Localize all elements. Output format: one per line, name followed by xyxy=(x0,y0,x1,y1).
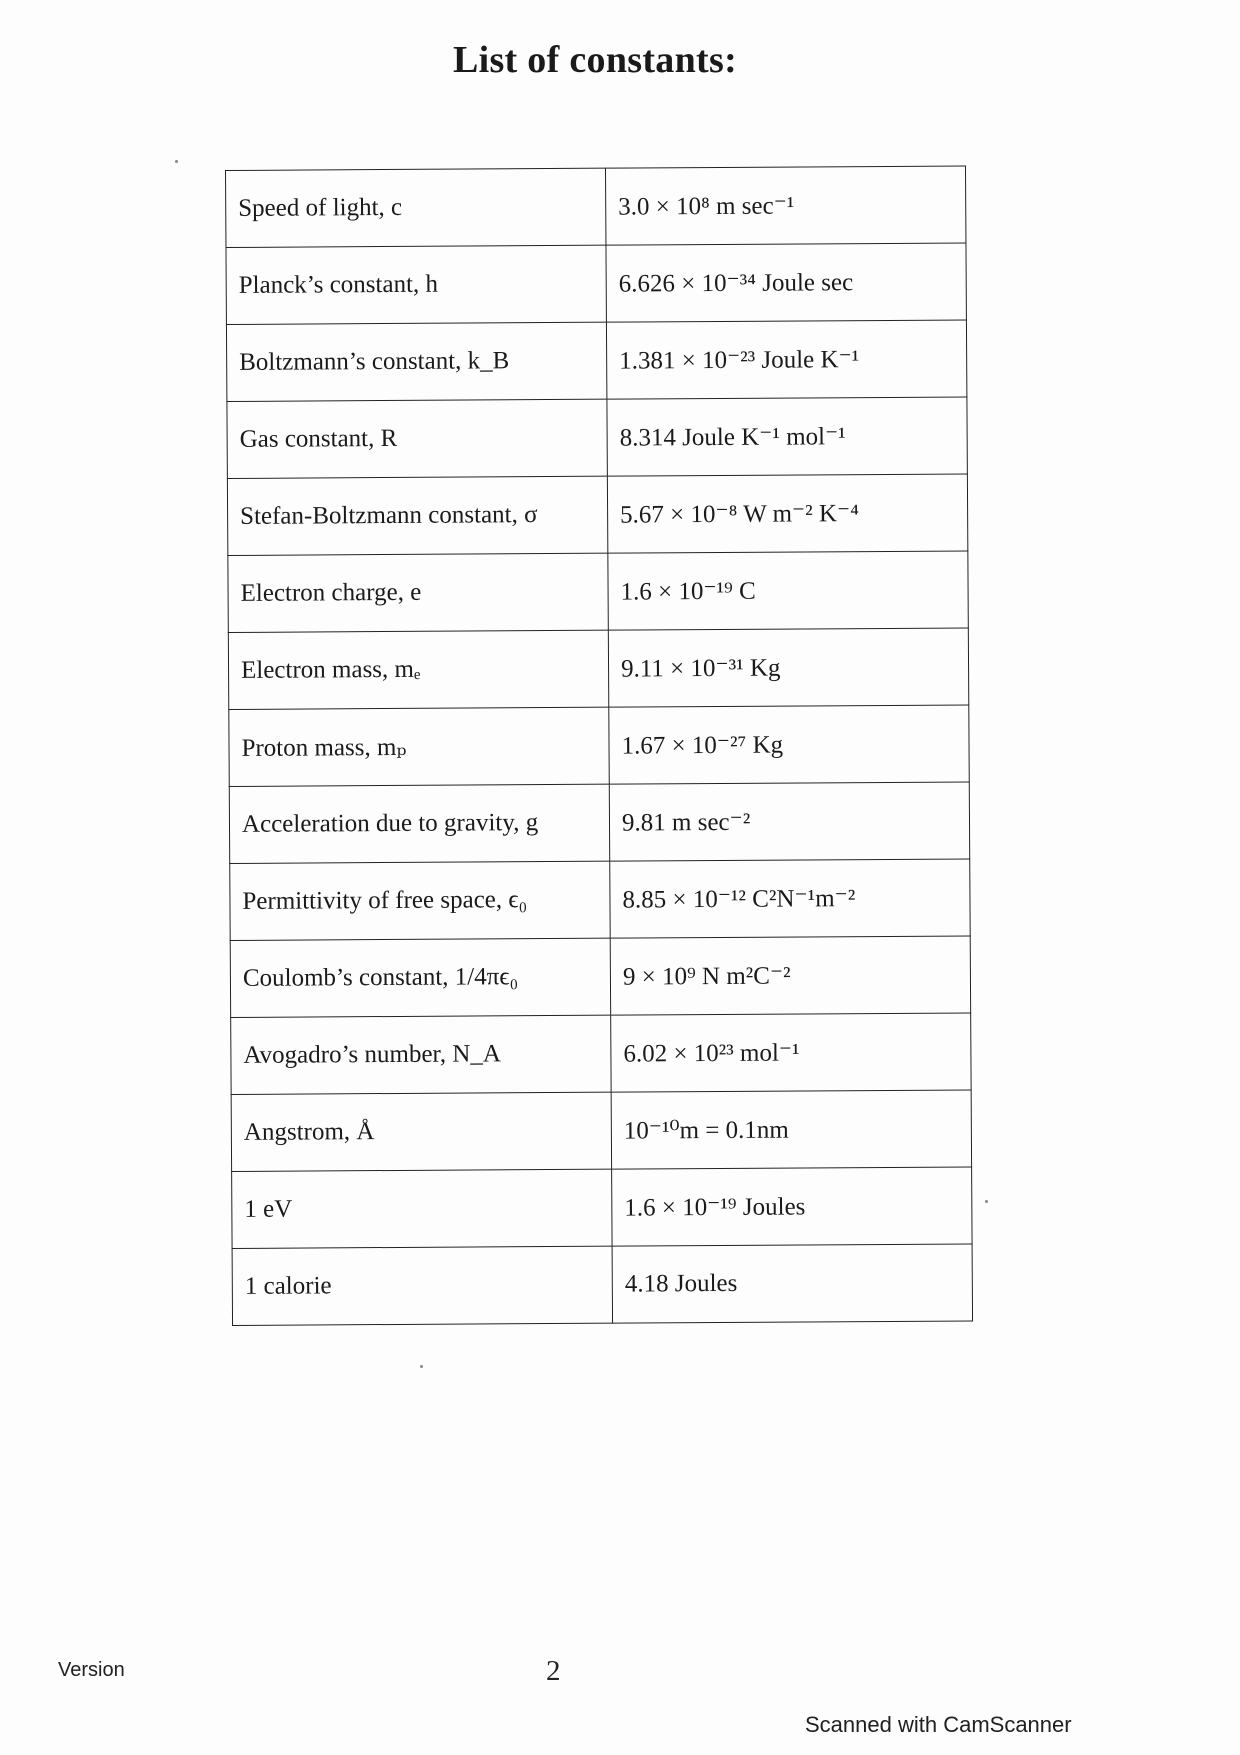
constant-value: 8.314 Joule K⁻¹ mol⁻¹ xyxy=(607,397,967,476)
constant-value: 9 × 10⁹ N m²C⁻² xyxy=(610,936,970,1015)
constant-name: Angstrom, Å xyxy=(231,1092,611,1171)
version-label: Version xyxy=(58,1659,125,1681)
constant-name: 1 eV xyxy=(232,1169,612,1248)
constant-name: Electron mass, mₑ xyxy=(228,630,608,709)
table-row xyxy=(231,1013,971,1095)
scanner-watermark: Scanned with CamScanner xyxy=(805,1712,1072,1737)
table-row xyxy=(227,397,967,479)
constant-value: 8.85 × 10⁻¹² C²N⁻¹m⁻² xyxy=(610,859,970,938)
constant-name: Stefan-Boltzmann constant, σ xyxy=(227,476,607,555)
constant-value: 5.67 × 10⁻⁸ W m⁻² K⁻⁴ xyxy=(607,474,967,553)
table-row xyxy=(232,1167,972,1249)
constant-value: 1.6 × 10⁻¹⁹ C xyxy=(608,551,968,630)
constant-name: Gas constant, R xyxy=(227,399,607,478)
constant-name: Avogadro’s number, N_A xyxy=(231,1015,611,1094)
constant-value: 6.626 × 10⁻³⁴ Joule sec xyxy=(606,243,966,322)
table-row xyxy=(226,166,966,248)
scan-speck xyxy=(985,1200,988,1203)
constant-value: 3.0 × 10⁸ m sec⁻¹ xyxy=(605,166,965,245)
constant-value: 9.81 m sec⁻² xyxy=(609,782,969,861)
table-row xyxy=(229,705,969,787)
table-row xyxy=(232,1244,972,1326)
table-row xyxy=(226,320,966,402)
constant-name: Acceleration due to gravity, g xyxy=(229,784,609,863)
table-row xyxy=(226,243,966,325)
table-row xyxy=(230,936,970,1018)
scan-speck xyxy=(175,160,178,163)
constant-name: Permittivity of free space, ϵ₀ xyxy=(230,861,610,940)
table-row xyxy=(228,628,968,710)
constant-name: Boltzmann’s constant, k_B xyxy=(226,322,606,401)
constant-name: Speed of light, c xyxy=(226,168,606,247)
constant-name: Proton mass, mₚ xyxy=(229,707,609,786)
constant-value: 4.18 Joules xyxy=(612,1244,972,1323)
constant-name: Electron charge, e xyxy=(228,553,608,632)
constant-value: 1.381 × 10⁻²³ Joule K⁻¹ xyxy=(606,320,966,399)
table-row xyxy=(230,859,970,941)
constant-value: 1.6 × 10⁻¹⁹ Joules xyxy=(612,1167,972,1246)
table-row xyxy=(228,551,968,633)
constant-value: 6.02 × 10²³ mol⁻¹ xyxy=(611,1013,971,1092)
scan-speck xyxy=(420,1365,423,1368)
constants-table-wrapper xyxy=(225,166,922,1326)
constant-value: 1.67 × 10⁻²⁷ Kg xyxy=(609,705,969,784)
page-title: List of constants: xyxy=(452,39,738,81)
constant-value: 9.11 × 10⁻³¹ Kg xyxy=(608,628,968,707)
constant-name: Planck’s constant, h xyxy=(226,245,606,324)
constant-name: 1 calorie xyxy=(232,1246,612,1325)
table-row xyxy=(229,782,969,864)
constant-value: 10⁻¹⁰m = 0.1nm xyxy=(611,1090,971,1169)
constant-name: Coulomb’s constant, 1/4πϵ₀ xyxy=(230,938,610,1017)
constants-table xyxy=(225,165,973,1326)
table-row xyxy=(231,1090,971,1172)
table-row xyxy=(227,474,967,556)
page-number: 2 xyxy=(546,1655,561,1687)
